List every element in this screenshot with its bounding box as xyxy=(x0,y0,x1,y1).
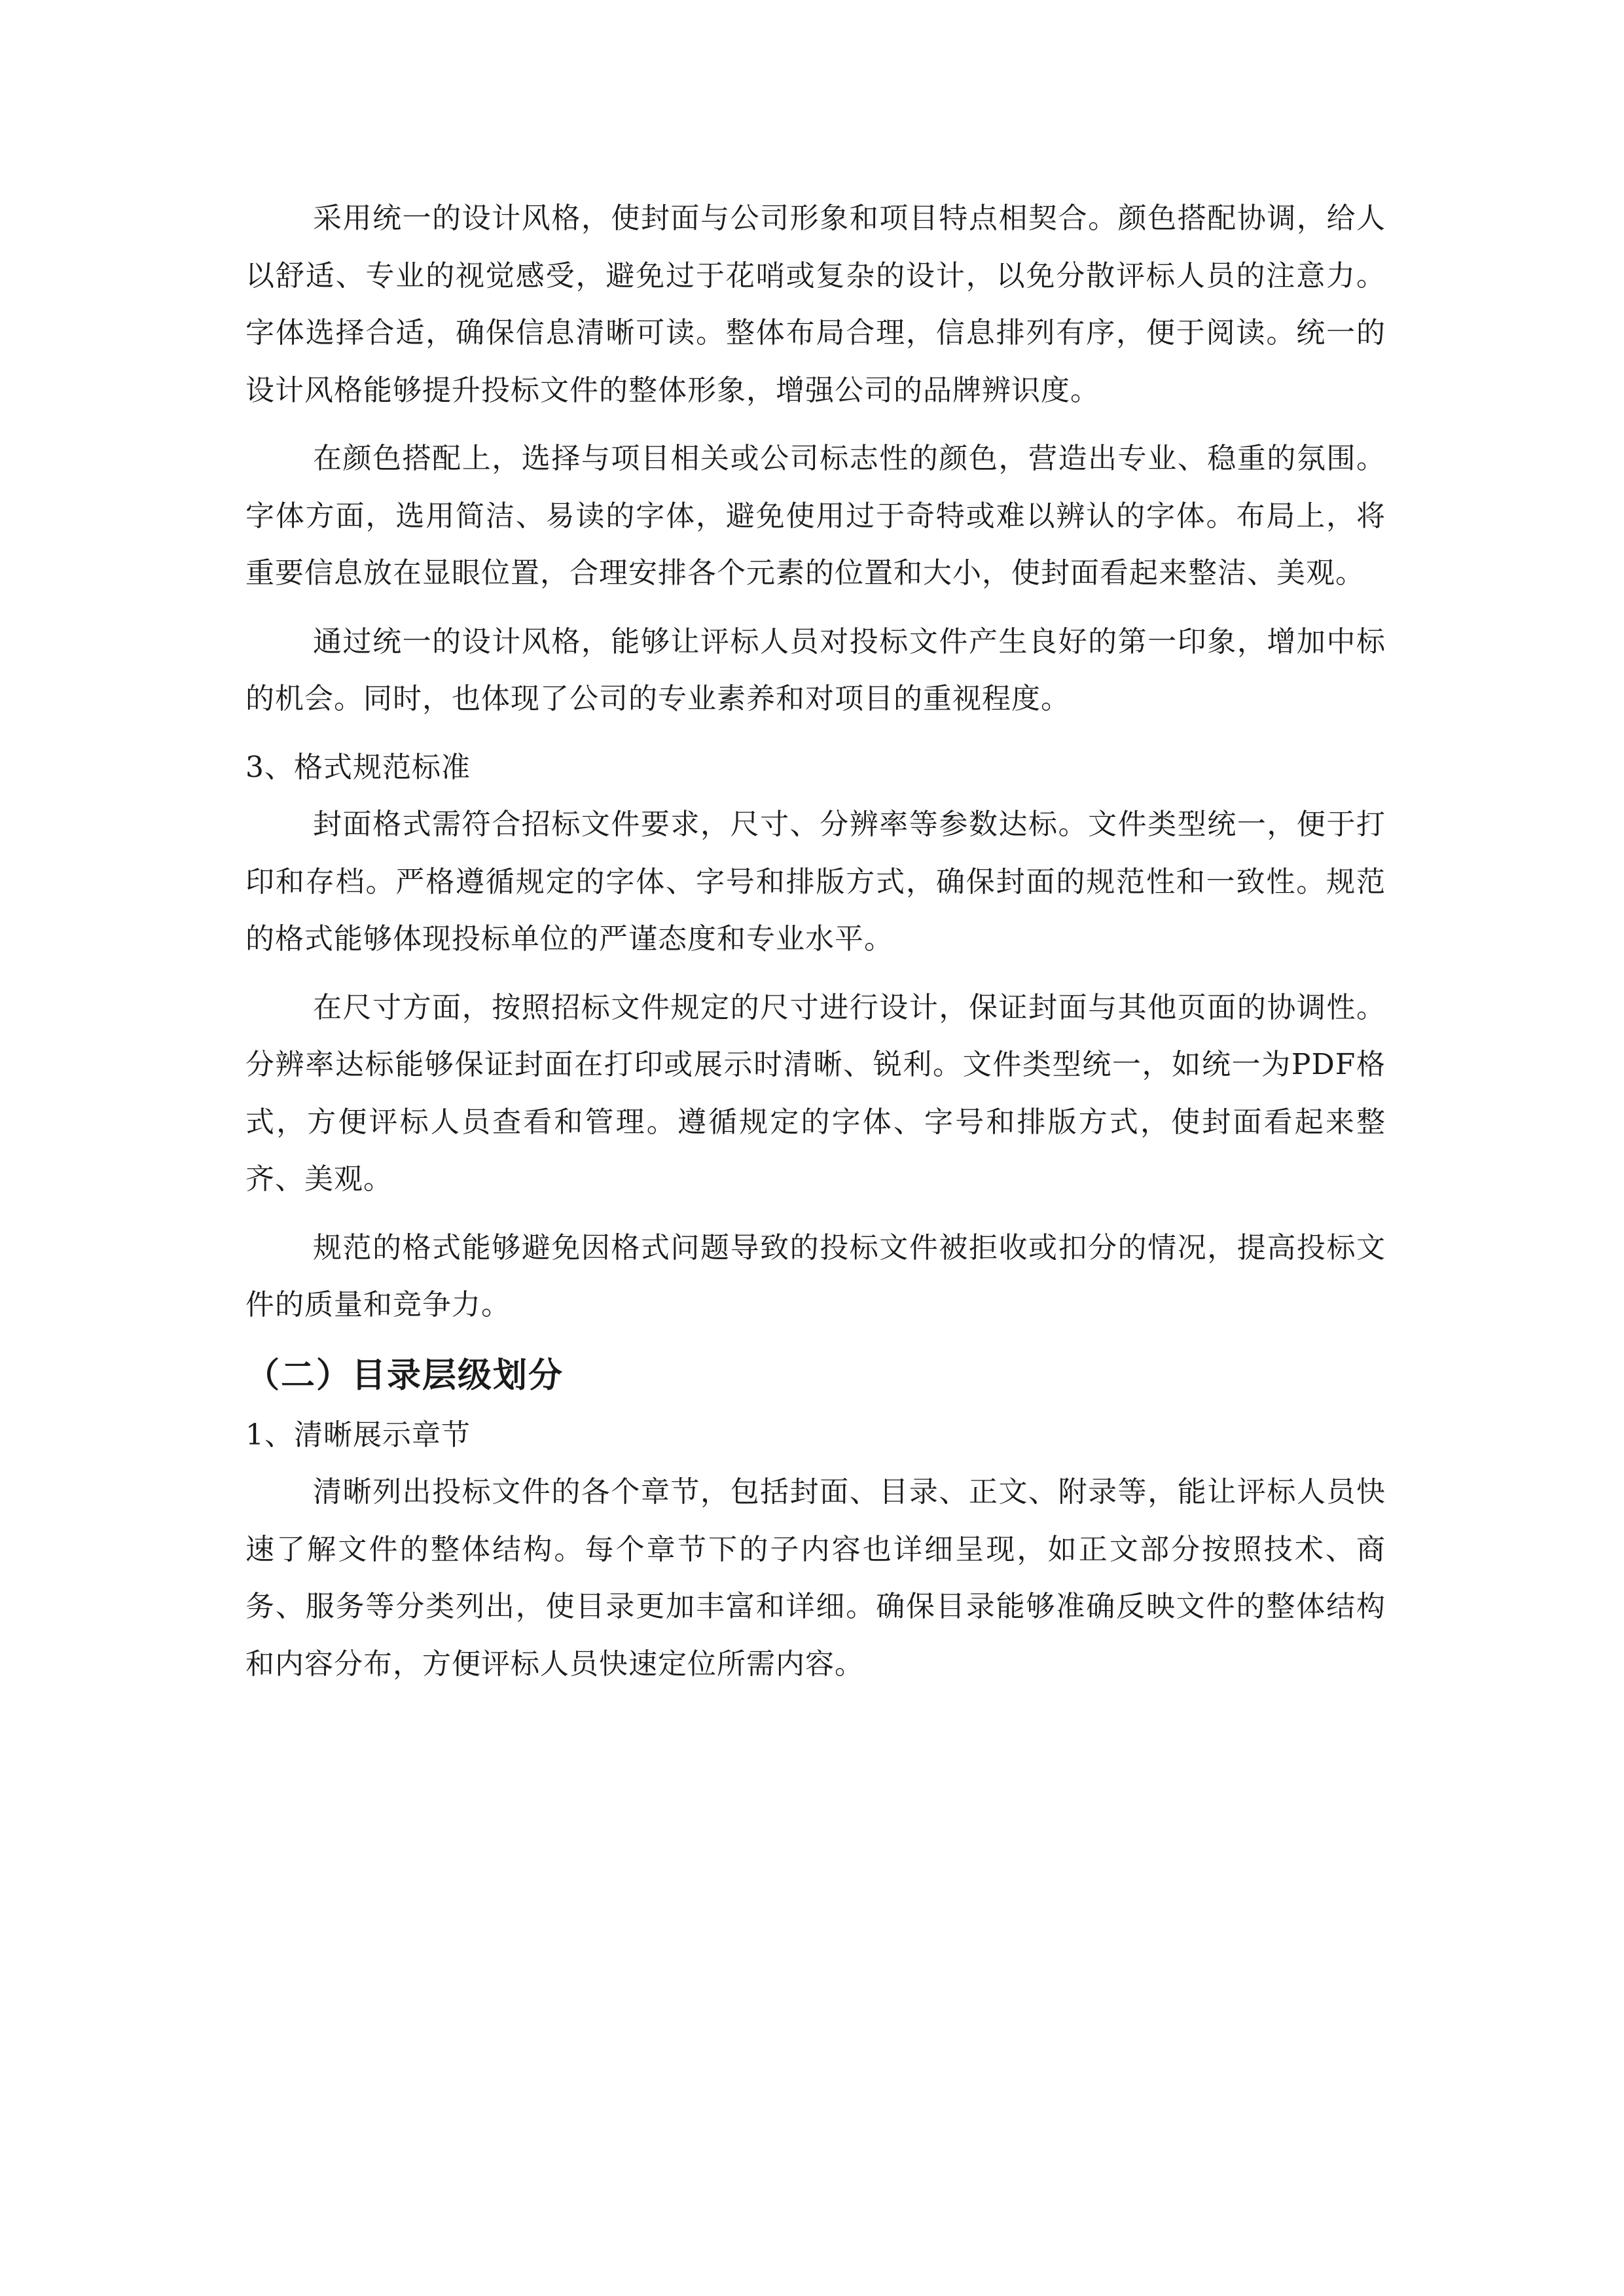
document-page xyxy=(245,190,1386,1693)
subheading-clear-chapters: 1、清晰展示章节 xyxy=(245,1418,471,1452)
subheading-format-standard: 3、格式规范标准 xyxy=(245,750,471,784)
paragraph-color-font-layout: 在颜色搭配上，选择与项目相关或公司标志性的颜色，营造出专业、稳重的氛围。字体方面，选用简洁、易读的字体，避免使用过于奇特或难以辨认的字体。布局上，将重要信息放在显眼位置，合理安排各个元素的位置和大小，使封面看起来整洁、美观。 xyxy=(245,442,1386,590)
paragraph-size-resolution: 在尺寸方面，按照招标文件规定的尺寸进行设计，保证封面与其他页面的协调性。分辨率达标能够保证封面在打印或展示时清晰、锐利。文件类型统一，如统一为PDF格式，方便评标人员查看和管理。遵循规定的字体、字号和排版方式，使封面看起来整齐、美观。 xyxy=(245,990,1386,1196)
paragraph-format-requirements: 封面格式需符合招标文件要求，尺寸、分辨率等参数达标。文件类型统一，便于打印和存档。严格遵循规定的字体、字号和排版方式，确保封面的规范性和一致性。规范的格式能够体现投标单位的严谨态度和专业水平。 xyxy=(245,808,1386,956)
paragraph-list-chapters: 清晰列出投标文件的各个章节，包括封面、目录、正文、附录等，能让评标人员快速了解文件的整体结构。每个章节下的子内容也详细呈现，如正文部分按照技术、商务、服务等分类列出，使目录更加丰富和详细。确保目录能够准确反映文件的整体结构和内容分布，方便评标人员快速定位所需内容。 xyxy=(245,1475,1386,1681)
paragraph-avoid-rejection: 规范的格式能够避免因格式问题导致的投标文件被拒收或扣分的情况，提高投标文件的质量和竞争力。 xyxy=(245,1230,1386,1321)
paragraph-unified-design-style: 采用统一的设计风格，使封面与公司形象和项目特点相契合。颜色搭配协调，给人以舒适、专业的视觉感受，避免过于花哨或复杂的设计，以免分散评标人员的注意力。字体选择合适，确保信息清晰可读。整体布局合理，信息排列有序，便于阅读。统一的设计风格能够提升投标文件的整体形象，增强公司的品牌辨识度。 xyxy=(245,202,1386,407)
section-heading-directory-levels: （二）目录层级划分 xyxy=(245,1355,564,1395)
paragraph-first-impression: 通过统一的设计风格，能够让评标人员对投标文件产生良好的第一印象，增加中标的机会。同时，也体现了公司的专业素养和对项目的重视程度。 xyxy=(245,624,1386,715)
